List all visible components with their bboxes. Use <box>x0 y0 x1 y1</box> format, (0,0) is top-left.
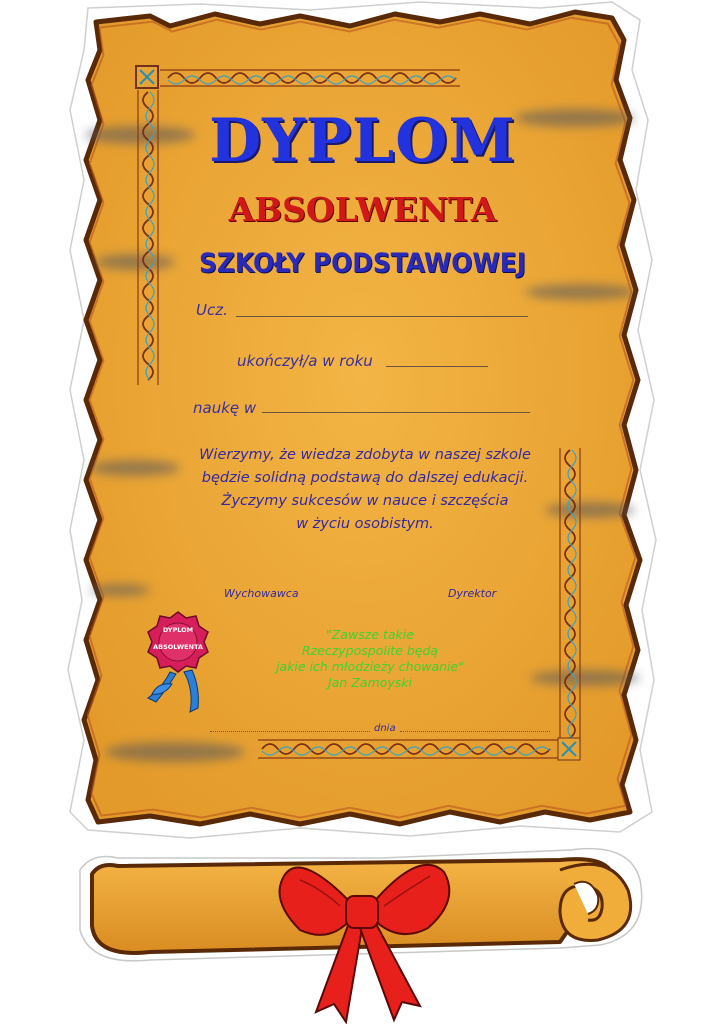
student-line[interactable] <box>236 316 528 317</box>
quote-line: Rzeczypospolite będą <box>301 643 439 658</box>
year-line[interactable] <box>386 366 488 367</box>
date-line[interactable] <box>400 731 550 732</box>
signature-director: Dyrektor <box>448 587 497 600</box>
quote-line: jakie ich młodzieży chowanie" <box>276 659 464 674</box>
wishes-line: będzie solidną podstawą do dalszej edukacji. <box>201 470 529 486</box>
date-label: dnia <box>374 723 396 734</box>
quote <box>200 627 540 691</box>
quote-line: "Zawsze takie <box>326 627 414 642</box>
seal-text-bottom: ABSOLWENTA <box>153 643 203 651</box>
diploma-school: SZKOŁY PODSTAWOWEJ <box>199 248 526 279</box>
seal-text-top: DYPLOM <box>162 626 194 634</box>
wishes-text <box>150 444 580 536</box>
year-label: ukończył/a w roku <box>237 352 373 370</box>
signature-tutor: Wychowawca <box>224 587 299 600</box>
place-line[interactable] <box>210 731 370 732</box>
learning-label: naukę w <box>193 399 257 417</box>
wishes-line: w życiu osobistym. <box>296 516 434 532</box>
wishes-line: Wierzymy, że wiedza zdobyta w naszej szkole <box>199 447 531 463</box>
learning-line[interactable] <box>262 412 530 413</box>
quote-author: Jan Zamoyski <box>328 675 412 690</box>
diploma-title: DYPLOM <box>209 106 516 176</box>
diploma-subtitle: ABSOLWENTA <box>228 190 497 229</box>
seal-text <box>152 626 204 652</box>
student-label: Ucz. <box>196 301 228 319</box>
wishes-line: Życzymy sukcesów w nauce i szczęścia <box>221 493 509 509</box>
